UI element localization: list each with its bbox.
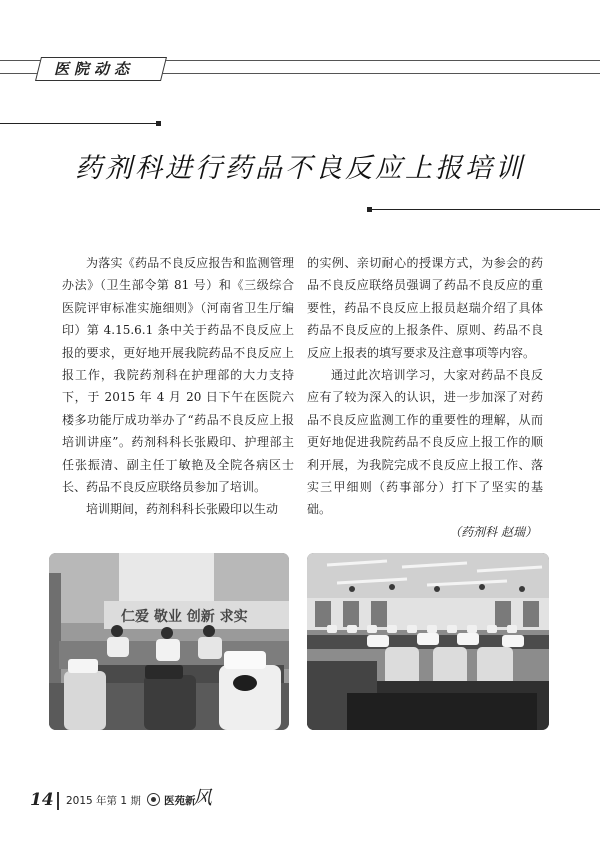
article-title: 药剂科进行药品不良反应上报培训	[75, 153, 525, 184]
article-column-left	[62, 252, 294, 521]
footer-divider	[57, 792, 59, 810]
brand-name: 医苑新	[164, 795, 196, 807]
decorative-rule-left	[0, 123, 158, 124]
decorative-square	[156, 121, 161, 126]
brand-logo-icon	[147, 793, 160, 806]
byline: （药剂科 赵瑞）	[449, 524, 537, 539]
decorative-rule-right	[370, 209, 600, 210]
paragraph-continuation: 的实例、亲切耐心的授课方式，为参会的药品不良反应联络员强调了药品不良反应的重要性，药品不良反应上报员赵瑞介绍了具体药品不良反应的上报条件、原则、药品不良反应上报表的填写要求及注意事项等内容。	[307, 256, 543, 360]
lecture-podium-photo	[49, 553, 289, 730]
section-label: 医院动态	[54, 60, 135, 78]
paragraph: 培训期间，药剂科科长张殿印以生动	[86, 502, 279, 517]
paragraph: 通过此次培训学习，大家对药品不良反应有了较为深入的认识，进一步加深了对药品不良反应监测工作的重要性的理解，从而更好地促进我院药品不良反应上报工作的顺利开展，为我院完成不良反应上报工作、落实三甲细则（药事部分）打下了坚实的基础。	[307, 368, 543, 517]
article-column-right	[307, 252, 543, 543]
paragraph: 为落实《药品不良反应报告和监测管理办法》（卫生部令第 81 号）和《三级综合医院评审标准实施细则》（河南省卫生厅编印）第 4.15.6.1 条中关于药品不良反应上报的要求，更好地开展我院药品不良反应上报工作，我院药剂科在护理部的大力支持下，于 2015 年 4 月 20 日下午在医院六楼多功能厅成功举办了“药品不良反应上报培训讲座”。药剂科科长张殿印、护理部主任张振清、副主任丁敏艳及全院各病区士长、药品不良反应联络员参加了培训。	[62, 256, 294, 495]
brand-name-tail: 风	[193, 787, 213, 809]
banner-text: 仁爱 敬业 创新 求实	[121, 609, 248, 625]
issue-label: 2015 年第 1 期	[66, 795, 141, 807]
page-number: 14	[30, 790, 54, 810]
audience-hall-photo	[307, 553, 549, 730]
